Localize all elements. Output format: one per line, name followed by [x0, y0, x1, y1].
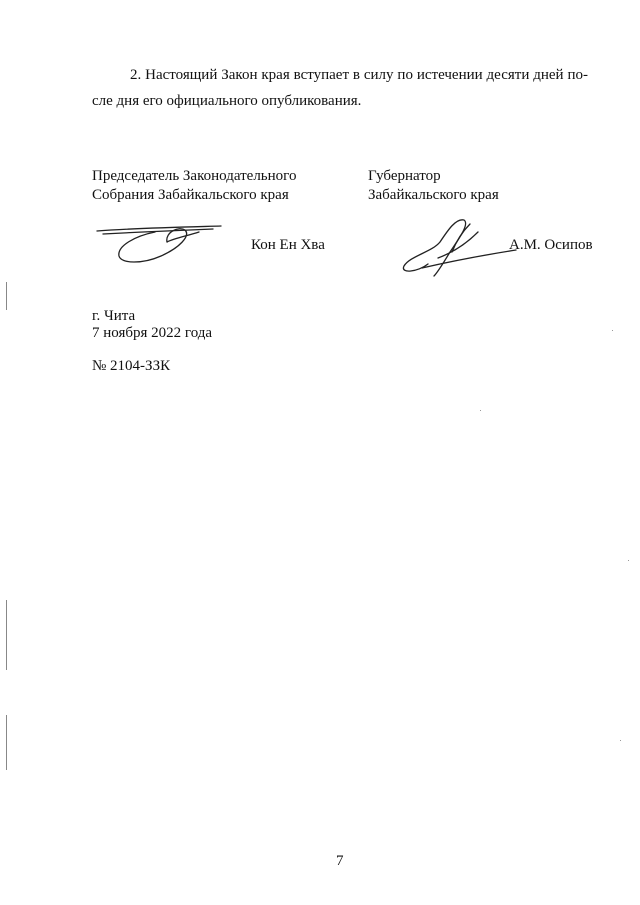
date: 7 ноября 2022 года	[92, 325, 213, 341]
paragraph-line-1: 2. Настоящий Закон края вступает в силу по истечении десяти дней по-	[130, 67, 588, 83]
scan-speck	[480, 410, 481, 411]
scan-speck	[628, 560, 629, 561]
law-number: № 2104-ЗЗК	[92, 358, 171, 374]
scan-speck	[620, 740, 621, 741]
right-signatory-title-line-2: Забайкальского края	[368, 187, 499, 203]
right-signature	[398, 212, 518, 282]
scan-speck	[612, 330, 613, 331]
scan-edge-mark	[6, 715, 7, 770]
page-number: 7	[336, 853, 344, 869]
paragraph-line-2: сле дня его официального опубликования.	[92, 93, 362, 109]
right-signatory-name: А.М. Осипов	[509, 237, 593, 253]
scan-edge-mark	[6, 600, 7, 670]
left-signature	[95, 218, 225, 268]
scan-edge-mark	[6, 282, 7, 310]
right-signatory-title-line-1: Губернатор	[368, 168, 441, 184]
law-paragraph	[92, 62, 588, 114]
place: г. Чита	[92, 308, 136, 324]
left-signatory-title-line-1: Председатель Законодательного	[92, 168, 297, 184]
left-signatory-name: Кон Ен Хва	[251, 237, 325, 253]
left-signatory-title-line-2: Собрания Забайкальского края	[92, 187, 289, 203]
